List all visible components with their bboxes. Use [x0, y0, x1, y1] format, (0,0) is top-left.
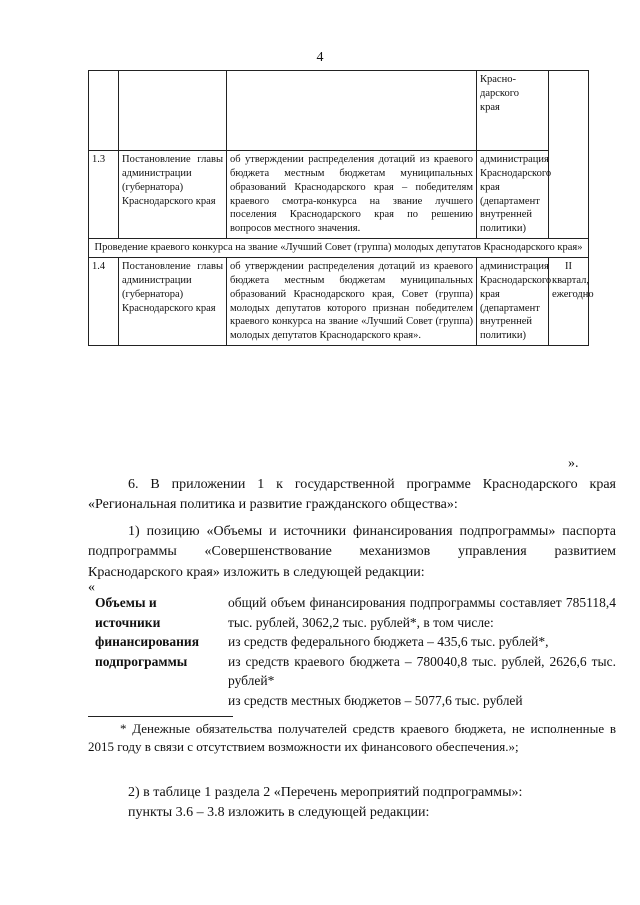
- document-subject: об утверждении распределения дотаций из краевого бюджета местным бюджетам муниципальных образований Краснодарского края, Совет (группа) молодых депутатов которого признан победителем краевого конкурса на звание «Лучший Совет (группа) молодых депутатов Краснодарского края».: [227, 258, 477, 346]
- footnote: * Денежные обязательства получателей средств краевого бюджета, не исполненные в 2015 году в связи с отсутствием возможности их финансового обеспечения.»;: [88, 721, 616, 754]
- row-number: 1.4: [89, 258, 119, 346]
- document-type: Постановление главы администрации (губернатора) Краснодарского края: [119, 258, 227, 346]
- closing-quote: ».: [568, 456, 579, 471]
- measures-table: [88, 70, 594, 346]
- paragraph-2: 2) в таблице 1 раздела 2 «Перечень мероприятий подпрограммы»:: [128, 785, 523, 800]
- paragraph-3: пункты 3.6 – 3.8 изложить в следующей редакции:: [128, 805, 430, 820]
- passport-line: из средств местных бюджетов – 5077,6 тыс. рублей: [228, 692, 523, 708]
- document-subject: об утверждении распределения дотаций из краевого бюджета местным бюджетам муниципальных образований Краснодарского края – победителям краевого смотра-конкурса на звание лучшего поселения Краснодарского края по решению вопросов местного значения.: [227, 151, 477, 239]
- passport-line: из средств федерального бюджета – 435,6 тыс. рублей*,: [228, 634, 549, 650]
- table-row: [89, 258, 589, 346]
- executor-cell: Красно- дарского края: [477, 71, 549, 151]
- passport-line: из средств краевого бюджета – 780040,8 тыс. рублей, 2626,6 тыс. рублей*: [228, 653, 616, 689]
- section-header: Проведение краевого конкурса на звание «Лучший Совет (группа) молодых депутатов Краснодарского края»: [89, 239, 589, 258]
- table-row: [89, 151, 589, 239]
- table-row: [89, 239, 589, 258]
- document-type: Постановление главы администрации (губернатора) Краснодарского края: [119, 151, 227, 239]
- table-row: [89, 71, 589, 151]
- passport-text: [228, 593, 616, 710]
- row-number: 1.3: [89, 151, 119, 239]
- paragraph-1: 1) позицию «Объемы и источники финансирования подпрограммы» паспорта подпрограммы «Совершенствование механизмов управления развитием Краснодарского края» изложить в следующей редакции:: [88, 524, 616, 580]
- term-cell: II квартал, ежегодно: [549, 258, 589, 346]
- page-number: 4: [316, 50, 324, 65]
- executor-cell: администрация Краснодарского края (департамент внутренней политики): [477, 151, 549, 239]
- passport-label: Объемы и источники финансирования подпрограммы: [95, 595, 200, 669]
- paragraph-6: 6. В приложении 1 к государственной программе Краснодарского края «Региональная политика и развитие гражданского общества»:: [88, 477, 616, 513]
- footnote-divider: [88, 716, 233, 717]
- passport-line: общий объем финансирования подпрограммы составляет 785118,4 тыс. рублей, 3062,2 тыс. рублей*, в том числе:: [228, 595, 616, 630]
- executor-cell: администрация Краснодарского края (департамент внутренней политики): [477, 258, 549, 346]
- opening-quote: «: [88, 580, 95, 595]
